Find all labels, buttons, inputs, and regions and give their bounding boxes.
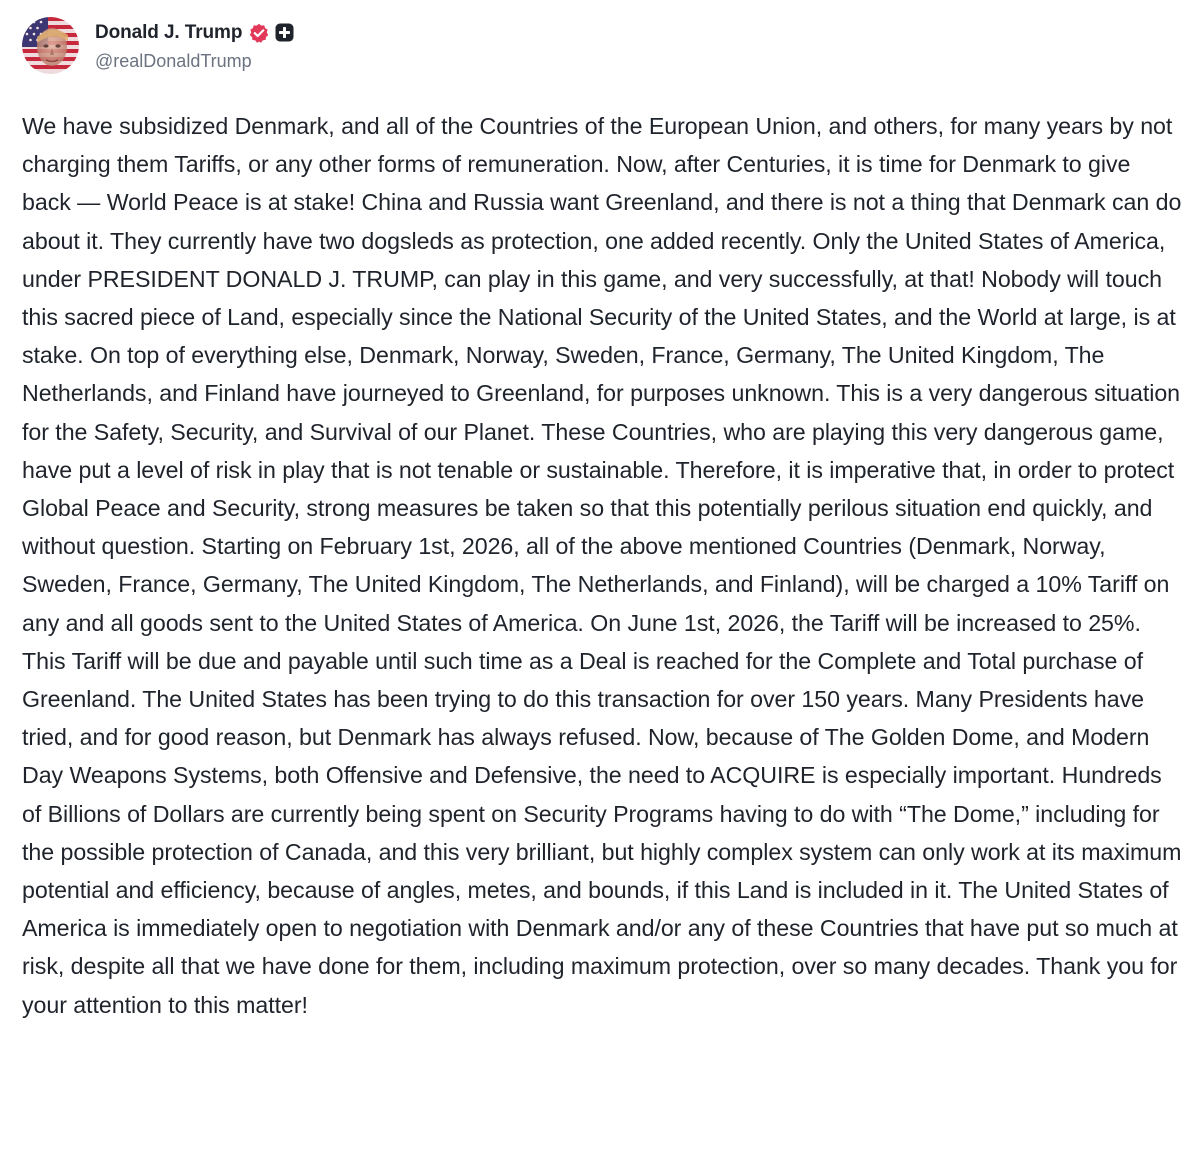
post-body-text: We have subsidized Denmark, and all of the Countries of the European Union, and others, for many years by not charging them Tariffs, or any other forms of remuneration. Now, after Centuries, it is time for Denmark to give back — World Peace is at stake! China and Russia want Greenland, and there is not a thing that Denmark can do about it. They currently have two dogsleds as protection, one added recently. Only the United States of America, under PRESIDENT DONALD J. TRUMP, can play in this game, and very successfully, at that! Nobody will touch this sacred piece of Land, especially since the National Security of the United States, and the World at large, is at stake. On top of everything else, Denmark, Norway, Sweden, France, Germany, The United Kingdom, The Netherlands, and Finland have journeyed to Greenland, for purposes unknown. This is a very dangerous situation for the Safety, Security, and Survival of our Planet. These Countries, who are playing this very dangerous game, have put a level of risk in play that is not tenable or sustainable. Therefore, it is imperative that, in order to protect Global Peace and Security, strong measures be taken so that this potentially perilous situation end quickly, and without question. Starting on February 1st, 2026, all of the above mentioned Countries (Denmark, Norway, Sweden, France, Germany, The United Kingdom, The Netherlands, and Finland), will be charged a 10% Tariff on any and all goods sent to the United States of America. On June 1st, 2026, the Tariff will be increased to 25%. This Tariff will be due and payable until such time as a Deal is reached for the Complete and Total purchase of Greenland. The United States has been trying to do this transaction for over 150 years. Many Presidents have tried, and for good reason, but Denmark has always refused. Now, because of The Golden Dome, and Modern Day Weapons Systems, both Offensive and Defensive, the need to ACQUIRE is especially important. Hundreds of Billions of Dollars are currently being spent on Security Programs having to do with “The Dome,” including for the possible protection of Canada, and this very brilliant, but highly complex system can only work at its maximum potential and efficiency, because of angles, metes, and bounds, if this Land is included in it. The United States of America is immediately open to negotiation with Denmark and/or any of these Countries that have put so much at risk, despite all that we have done for them, including maximum protection, over so many decades. Thank you for your attention to this matter!	[22, 113, 1182, 1018]
author-name-row	[95, 19, 294, 47]
avatar[interactable]	[22, 17, 79, 74]
author-info	[95, 19, 294, 72]
verified-badge-icon	[249, 23, 269, 43]
author-display-name[interactable]: Donald J. Trump	[95, 21, 243, 43]
post-header	[22, 16, 294, 74]
plus-badge-icon	[275, 23, 294, 42]
author-handle[interactable]: @realDonaldTrump	[95, 50, 252, 71]
flag-portrait-avatar-icon	[22, 17, 79, 74]
